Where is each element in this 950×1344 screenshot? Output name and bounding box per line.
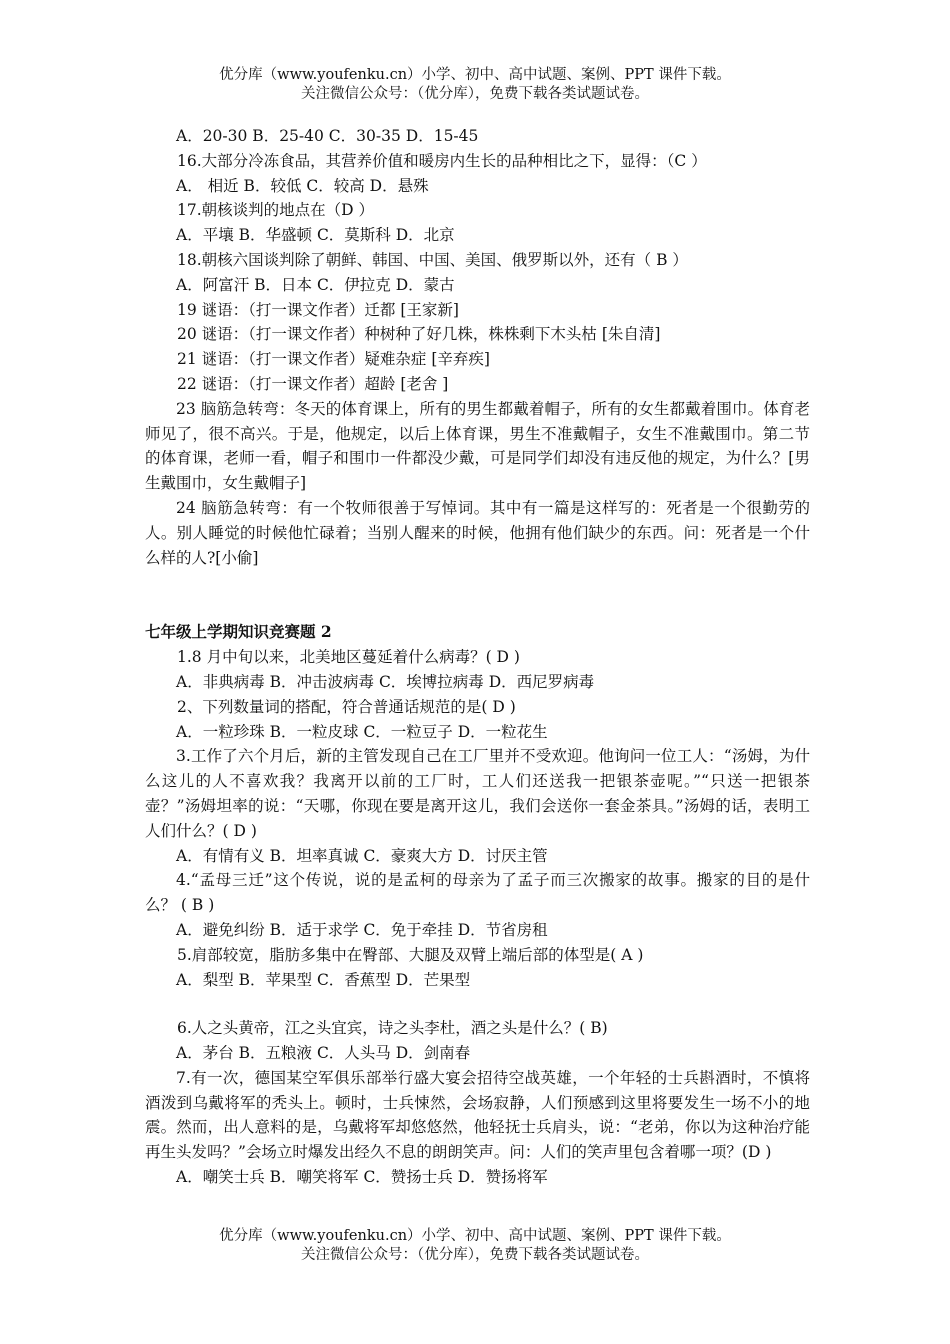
question-1: 1.8 月中旬以来，北美地区蔓延着什么病毒？( D ) xyxy=(177,648,520,667)
options-line: A．非典病毒 B．冲击波病毒 C．埃博拉病毒 D．西尼罗病毒 xyxy=(176,672,595,691)
options-line: A．梨型 B．苹果型 C．香蕉型 D．芒果型 xyxy=(176,970,471,989)
question-6: 6.人之头黄帝，江之头宜宾，诗之头李杜，酒之头是什么？( B) xyxy=(177,1019,608,1038)
brain-teaser-24: 24 脑筋急转弯：有一个牧师很善于写悼词。其中有一篇是这样写的：死者是一个很勤劳的人。别人睡觉的时候他忙碌着；当别人醒来的时候，他拥有他们缺少的东西。问：死者是一个什么样的人?[小偷] xyxy=(145,498,810,567)
section-title: 七年级上学期知识竞赛题 2 xyxy=(145,622,332,642)
brain-teaser-23: 23 脑筋急转弯：冬天的体育课上，所有的男生都戴着帽子，所有的女生都戴着围巾。体育老师见了，很不高兴。于是，他规定，以后上体育课，男生不准戴帽子，女生不准戴围巾。第二节的体育课，老师一看，帽子和围巾一件都没少戴，可是同学们却没有违反他的规定，为什么？[男生戴围巾，女生戴帽子] xyxy=(145,399,810,493)
question-2: 2、下列数量词的搭配，符合普通话规范的是( D ) xyxy=(177,697,516,716)
options-line: A．平壤 B．华盛顿 C．莫斯科 D．北京 xyxy=(176,226,455,245)
page-header xyxy=(0,66,950,104)
riddle-21: 21 谜语：（打一课文作者）疑难杂症 [辛弃疾] xyxy=(177,350,490,369)
page-footer xyxy=(0,1227,950,1265)
header-line-1: 优分库（www.youfenku.cn）小学、初中、高中试题、案例、PPT 课件下载。 xyxy=(219,67,731,83)
options-line: A．嘲笑士兵 B．嘲笑将军 C．赞扬士兵 D．赞扬将军 xyxy=(176,1168,548,1187)
options-line: A．阿富汗 B．日本 C．伊拉克 D．蒙古 xyxy=(176,275,455,294)
question-18: 18.朝核六国谈判除了朝鲜、韩国、中国、美国、俄罗斯以外，还有（ B ） xyxy=(177,250,688,269)
options-line: A．20-30 B．25-40 C．30-35 D．15-45 xyxy=(176,127,479,145)
riddle-19: 19 谜语：（打一课文作者）迁都 [王家新] xyxy=(177,300,459,319)
document-body xyxy=(145,124,810,1190)
options-line: A．茅台 B．五粮液 C．人头马 D．剑南春 xyxy=(176,1044,471,1063)
options-line: A． 相近 B．较低 C．较高 D．悬殊 xyxy=(176,176,429,195)
question-16: 16.大部分冷冻食品，其营养价值和暖房内生长的品种相比之下，显得：（C ） xyxy=(177,151,707,170)
question-17: 17.朝核谈判的地点在（D ） xyxy=(177,201,375,220)
footer-line-1: 优分库（www.youfenku.cn）小学、初中、高中试题、案例、PPT 课件下载。 xyxy=(219,1228,731,1244)
question-4: 4.“孟母三迁”这个传说，说的是孟柯的母亲为了孟子而三次搬家的故事。搬家的目的是什么？ ( B ) xyxy=(145,871,810,915)
options-line: A．一粒珍珠 B．一粒皮球 C．一粒豆子 D．一粒花生 xyxy=(176,722,548,741)
riddle-22: 22 谜语：（打一课文作者）超龄 [老舍 ] xyxy=(177,374,449,393)
options-line: A．避免纠纷 B．适于求学 C．免于牵挂 D．节省房租 xyxy=(176,920,548,939)
question-5: 5.肩部较宽，脂肪多集中在臀部、大腿及双臂上端后部的体型是( A ) xyxy=(177,945,644,964)
footer-line-2: 关注微信公众号：（优分库），免费下载各类试题试卷。 xyxy=(301,1247,649,1263)
question-3: 3.工作了六个月后，新的主管发现自己在工厂里并不受欢迎。他询问一位工人：“汤姆，为什么这儿的人不喜欢我？我离开以前的工厂时，工人们还送我一把银茶壶呢。”“只送一把银茶壶？”汤姆坦率的说：“天哪，你现在要是离开这儿，我们会送你一套金茶具。”汤姆的话，表明工人们什么？( D ) xyxy=(145,747,810,840)
riddle-20: 20 谜语：（打一课文作者）种树种了好几株，株株剩下木头枯 [朱自清] xyxy=(177,325,661,344)
question-7: 7.有一次，德国某空军俱乐部举行盛大宴会招待空战英雄，一个年轻的士兵斟酒时，不慎将酒泼到乌戴将军的秃头上。顿时，士兵悚然，会场寂静，人们预感到这里将要发生一场不小的地震。然而，出人意料的是，乌戴将军却悠悠然，他轻抚士兵肩头，说：“老弟，你以为这种治疗能再生头发吗？”会场立时爆发出经久不息的朗朗笑声。问：人们的笑声里包含着哪一项？(D ) xyxy=(145,1068,810,1162)
options-line: A．有情有义 B．坦率真诚 C．豪爽大方 D．讨厌主管 xyxy=(176,846,548,865)
header-line-2: 关注微信公众号：（优分库），免费下载各类试题试卷。 xyxy=(301,86,649,102)
